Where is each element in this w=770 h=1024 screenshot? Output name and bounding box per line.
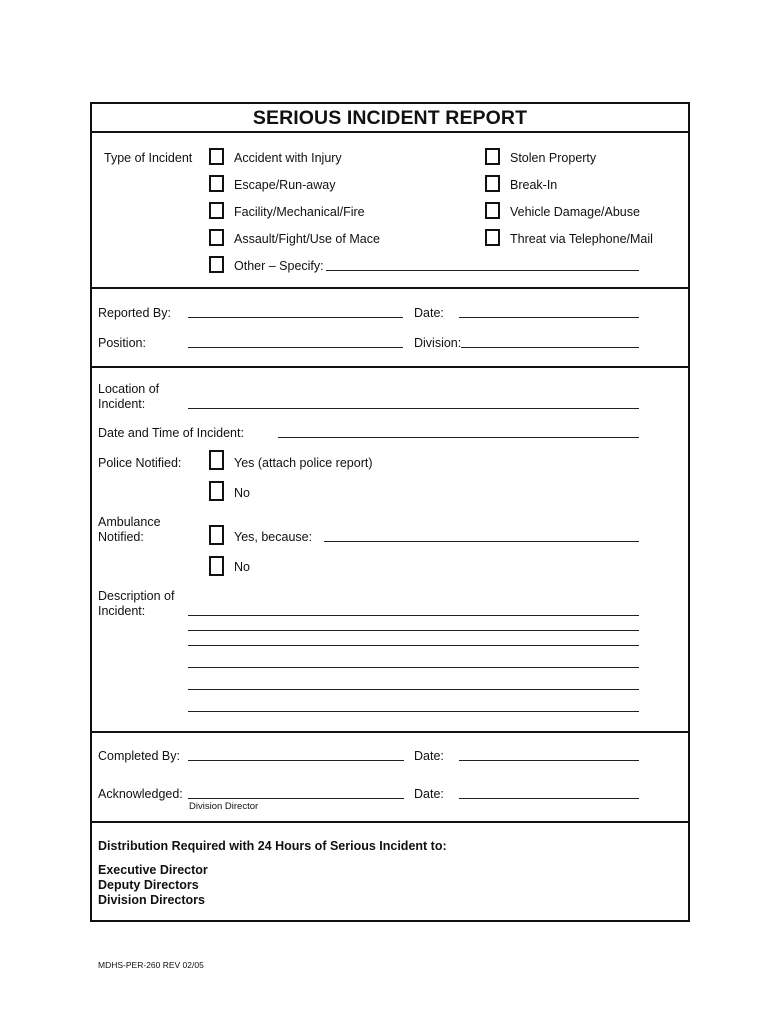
checkbox-ambulance-yes[interactable] [209, 525, 224, 545]
option-label-vehicle-damage-abuse: Vehicle Damage/Abuse [510, 205, 640, 219]
acknowledged-label: Acknowledged: [98, 787, 183, 801]
date-time-of-incident-label: Date and Time of Incident: [98, 426, 244, 440]
section-divider-completion [92, 821, 688, 823]
checkbox-accident-with-injury[interactable] [209, 148, 224, 165]
position-label: Position: [98, 336, 146, 350]
police-notified-label: Police Notified: [98, 456, 182, 470]
division-field[interactable] [461, 347, 639, 348]
division-director-caption: Division Director [189, 801, 259, 812]
description-label-line-2: Incident: [98, 604, 146, 618]
police-no-label: No [234, 486, 250, 500]
acknowledged-field[interactable] [188, 798, 404, 799]
reported-by-field[interactable] [188, 317, 403, 318]
description-field-line[interactable] [188, 615, 639, 616]
ambulance-no-label: No [234, 560, 250, 574]
date-time-of-incident-field[interactable] [278, 437, 639, 438]
acknowledged-date-label: Date: [414, 787, 444, 801]
section-divider-incident [92, 731, 688, 733]
option-label-stolen-property: Stolen Property [510, 151, 597, 165]
ambulance-reason-field[interactable] [324, 541, 639, 542]
completed-date-field[interactable] [459, 760, 639, 761]
option-label-other-specify: Other – Specify: [234, 259, 324, 273]
location-label-line-2: Incident: [98, 397, 146, 411]
reporter-date-label: Date: [414, 306, 444, 320]
ambulance-label-line-1: Ambulance [98, 515, 161, 529]
location-field[interactable] [188, 408, 639, 409]
recipient-deputy-directors: Deputy Directors [98, 878, 199, 892]
ambulance-label-line-2: Notified: [98, 530, 144, 544]
checkbox-stolen-property[interactable] [485, 148, 500, 165]
form-code: MDHS-PER-260 REV 02/05 [98, 960, 204, 970]
reporter-date-field[interactable] [459, 317, 639, 318]
checkbox-assault-fight-mace[interactable] [209, 229, 224, 246]
form-title: SERIOUS INCIDENT REPORT [92, 104, 688, 133]
option-label-escape-run-away: Escape/Run-away [234, 178, 336, 192]
description-field-line[interactable] [188, 630, 639, 631]
police-yes-label: Yes (attach police report) [234, 456, 373, 470]
division-label: Division: [414, 336, 462, 350]
location-label-line-1: Location of [98, 382, 160, 396]
reported-by-label: Reported By: [98, 306, 171, 320]
description-field-line[interactable] [188, 645, 639, 646]
option-label-break-in: Break-In [510, 178, 558, 192]
option-label-threat-telephone-mail: Threat via Telephone/Mail [510, 232, 653, 246]
description-field-line[interactable] [188, 711, 639, 712]
section-divider-reporter [92, 366, 688, 368]
completed-by-field[interactable] [188, 760, 404, 761]
description-field-line[interactable] [188, 689, 639, 690]
checkbox-ambulance-no[interactable] [209, 556, 224, 576]
recipient-executive-director: Executive Director [98, 863, 208, 877]
option-label-assault-fight-mace: Assault/Fight/Use of Mace [234, 232, 380, 246]
position-field[interactable] [188, 347, 403, 348]
checkbox-police-yes[interactable] [209, 450, 224, 470]
section-divider-type [92, 287, 688, 289]
option-label-facility-mechanical-fire: Facility/Mechanical/Fire [234, 205, 365, 219]
checkbox-threat-telephone-mail[interactable] [485, 229, 500, 246]
type-of-incident-label: Type of Incident [104, 151, 193, 165]
acknowledged-date-field[interactable] [459, 798, 639, 799]
completed-by-label: Completed By: [98, 749, 180, 763]
checkbox-facility-mechanical-fire[interactable] [209, 202, 224, 219]
checkbox-police-no[interactable] [209, 481, 224, 501]
checkbox-break-in[interactable] [485, 175, 500, 192]
checkbox-vehicle-damage-abuse[interactable] [485, 202, 500, 219]
checkbox-other-specify[interactable] [209, 256, 224, 273]
completed-date-label: Date: [414, 749, 444, 763]
checkbox-escape-run-away[interactable] [209, 175, 224, 192]
description-field-line[interactable] [188, 667, 639, 668]
ambulance-yes-label: Yes, because: [234, 530, 313, 544]
description-label-line-1: Description of [98, 589, 175, 603]
recipient-division-directors: Division Directors [98, 893, 205, 907]
other-specify-field[interactable] [326, 270, 639, 271]
distribution-heading: Distribution Required with 24 Hours of Serious Incident to: [98, 839, 447, 853]
option-label-accident-with-injury: Accident with Injury [234, 151, 342, 165]
